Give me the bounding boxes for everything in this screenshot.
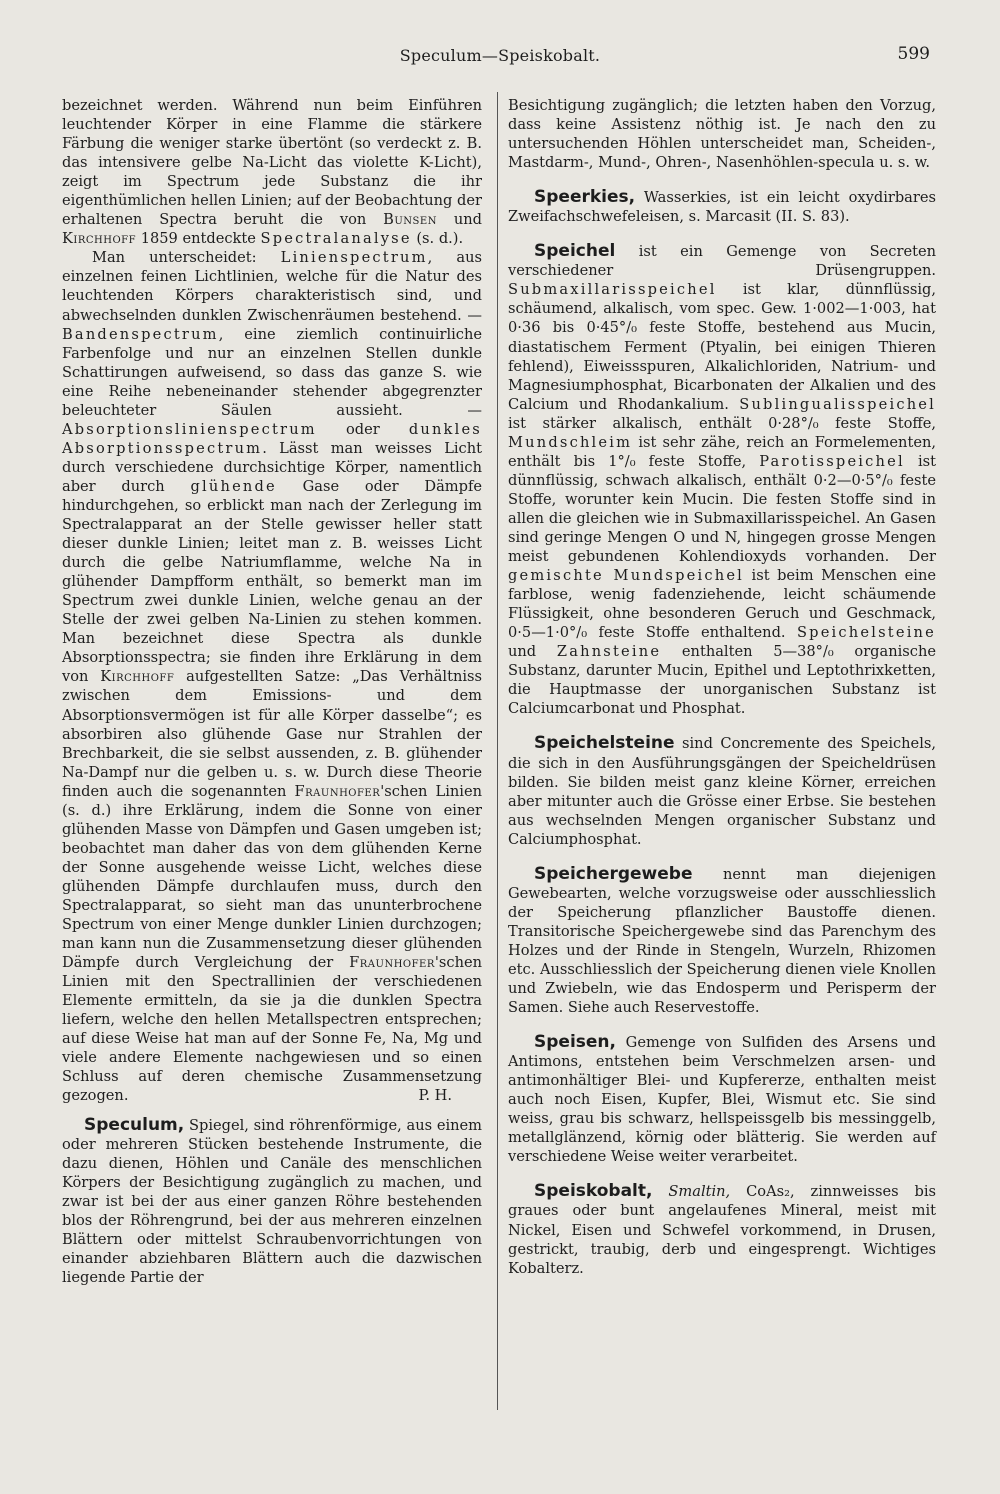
entry-speichel: Speichel ist ein Gemenge von Secreten verschiedener Drüsengruppen. Submaxillarisspeichel ist klar, dünnflüssig, schäumend, alkalisch, vom spec. Gew. 1·002—1·003, hat 0·36 bis 0·45°/₀ feste Stoffe, bestehend aus Mucin, diastatischem Ferment (Ptyalin, bei einigen Thieren fehlend), Eiweissspuren, Alkalichloriden, Natrium- und Magnesiumphosphat, Bicarbonaten der Alkalien und des Calcium und Rhodankalium. Sublingualisspeichel ist stärker alkalisch, enthält 0·28°/₀ feste Stoffe, Mundschleim ist sehr zähe, reich an Formelementen, enthält bis 1°/₀ feste Stoffe, Parotisspeichel ist dünnflüssig, schwach alkalisch, enthält 0·2—0·5°/₀ feste Stoffe, worunter kein Mucin. Die festen Stoffe sind in allen die gleichen wie in Submaxillarisspeichel. An Gasen sind geringe Mengen O und N, hingegen grosse Mengen meist gebundenen Kohlendioxyds vorhanden. Der gemischte Mundspeichel ist beim Menschen eine farblose, wenig fadenziehende, leicht schäumende Flüssigkeit, ohne besonderen Geruch und Geschmack, 0·5—1·0°/₀ feste Stoffe enthaltend. Speichelsteine und Zahnsteine enthalten 5—38°/₀ organische Substanz, darunter Mucin, Epithel und Leptothrixketten, die Hauptmasse der unorganischen Substanz ist Calciumcarbonat und Phosphat. xyxy=(508,241,936,718)
entry-speerkies: Speerkies, Wasserkies, ist ein leicht oxydirbares Zweifachschwefeleisen, s. Marcasit (II. S. 83). xyxy=(508,187,936,226)
running-title: Speculum—Speiskobalt. xyxy=(399,46,601,65)
column-rule xyxy=(497,92,498,1410)
headword-speichelsteine: Speichelsteine xyxy=(534,733,675,754)
headword-speculum: Speculum, xyxy=(84,1114,185,1135)
headword-speerkies: Speerkies, xyxy=(534,187,636,208)
author-signature: P. H. xyxy=(418,1087,452,1105)
headword-speichel: Speichel xyxy=(534,241,616,262)
speculum-continuation: Besichtigung zugänglich; die letzten haben den Vorzug, dass keine Assistenz nöthig ist. Je nach den zu untersuchenden Höhlen unterscheidet man, Scheiden-, Mastdarm-, Mund-, Ohren-, Nasenhöhlen-specula u. s. w. xyxy=(508,97,936,172)
headword-speichergewebe: Speichergewebe xyxy=(534,863,693,884)
right-column xyxy=(508,96,936,1278)
entry-speichelsteine: Speichelsteine sind Concremente des Speichels, die sich in den Ausführungsgängen der Speicheldrüsen bilden. Sie bilden meist ganz kleine Körner, erreichen aber mitunter auch die Grösse einer Erbse. Sie bestehen aus wechselnden Mengen organischer Substanz und Calciumphosphat. xyxy=(508,733,936,848)
entry-speichergewebe: Speichergewebe nennt man diejenigen Gewebearten, welche vorzugsweise oder ausschliesslich der Speicherung pflanzlicher Baustoffe dienen. Transitorische Speichergewebe sind das Parenchym des Holzes und der Rinde in Stengeln, Wurzeln, Rhizomen etc. Ausschliesslich der Speicherung dienen viele Knollen und Zwiebeln, wie das Endosperm und Perisperm der Samen. Siehe auch Reservestoffe. xyxy=(508,863,936,1017)
headword-speiskobalt: Speiskobalt, xyxy=(534,1181,653,1202)
entry-speculum: Speculum, Spiegel, sind röhrenförmige, aus einem oder mehreren Stücken bestehende Instrumente, die dazu dienen, Höhlen und Canäle des menschlichen Körpers der Besichtigung zugänglich zu machen, und zwar ist bei der aus einer ganzen Röhre bestehenden blos der Röhrengrund, bei der aus mehreren einzelnen Blättern oder mittelst Schraubenvorrichtungen von einander abziehbaren Blättern auch die dazwischen liegende Partie der xyxy=(62,1114,482,1286)
spectrum-paragraph-2: Man unterscheidet: Linienspectrum, aus einzelnen feinen Lichtlinien, welche für die Natur des leuchtenden Körpers charakteristisch sind, und abwechselnden dunklen Zwischenräumen bestehend. — Bandenspectrum, eine ziemlich continuirliche Farbenfolge und nur an einzelnen Stellen dunkle Schattirungen aufweisend, so dass das ganze S. wie eine Reihe nebeneinander stehender abgegrenzter beleuchteter Säulen aussieht. — Absorptionslinienspectrum oder dunkles Absorptionsspectrum. Lässt man weisses Licht durch verschiedene durchsichtige Körper, namentlich aber durch glühende Gase oder Dämpfe hindurchgehen, so erblickt man nach der Zerlegung im Spectralapparat an der Stelle gewisser heller statt dieser dunkle Linien; leitet man z. B. weisses Licht durch die gelbe Natriumflamme, welche Na in glühender Dampfform enthält, so bemerkt man im Spectrum zwei dunkle Linien, welche genau an der Stelle der zwei gelben Na-Linien zu stehen kommen. Man bezeichnet diese Spectra als dunkle Absorptionsspectra; sie finden ihre Erklärung in dem von Kirchhoff aufgestellten Satze: „Das Verhältniss zwischen dem Emissions- und dem Absorptionsvermögen ist für alle Körper dasselbe“; es absorbiren also glühende Gase nur Strahlen der Brechbarkeit, die sie selbst aussenden, z. B. glühender Na-Dampf nur die gelben u. s. w. Durch diese Theorie finden auch die sogenannten Fraunhofer'schen Linien (s. d.) ihre Erklärung, indem die Sonne von einer glühenden Masse von Dämpfen und Gasen umgeben ist; beobachtet man daher das von dem glühenden Kerne der Sonne ausgehende weisse Licht, welches diese glühenden Dämpfe durchlaufen muss, durch den Spectralapparat, so sieht man das ununterbrochene Spectrum von einer Menge dunkler Linien durchzogen; man kann nun die Zusammensetzung dieser glühenden Dämpfe durch Vergleichung der Fraunhofer'schen Linien mit den Spectrallinien der verschiedenen Elemente ermitteln, da sie ja die dunklen Spectra liefern, welche den hellen Metallspectren entsprechen; auf diese Weise hat man auf der Sonne Fe, Na, Mg und viele andere Elemente nachgewiesen und so einen Schluss auf deren chemische Zusammensetzung gezogen. xyxy=(62,249,482,1105)
page-number: 599 xyxy=(897,44,930,64)
entry-speisen: Speisen, Gemenge von Sulfiden des Arsens und Antimons, entstehen beim Verschmelzen arsen- und antimonhältiger Blei- und Kupfererze, enthalten meist auch noch Eisen, Kupfer, Blei, Wismut etc. Sie sind weiss, grau bis schwarz, hellspeissgelb bis messinggelb, metallglänzend, körnig oder blätterig. Sie werden auf verschiedene Weise weiter verarbeitet. xyxy=(508,1032,936,1166)
headword-speisen: Speisen, xyxy=(534,1032,616,1053)
left-column xyxy=(62,96,482,1287)
spectrum-paragraph-1: bezeichnet werden. Während nun beim Einführen leuchtender Körper in eine Flamme die stärkere Färbung die weniger starke übertönt (so verdeckt z. B. das intensivere gelbe Na-Licht das violette K-Licht), zeigt im Spectrum jede Substanz die ihr eigenthümlichen hellen Linien; auf der Beobachtung der erhaltenen Spectra beruht die von Bunsen und Kirchhoff 1859 entdeckte Spectralanalyse (s. d.). xyxy=(62,97,482,248)
running-header xyxy=(0,44,1000,70)
entry-speiskobalt: Speiskobalt, Smaltin, CoAs₂, zinnweisses bis graues oder bunt angelaufenes Mineral, meist mit Nickel, Eisen und Schwefel vorkommend, in Drusen, gestrickt, traubig, derb und eingesprengt. Wichtiges Kobalterz. xyxy=(508,1181,937,1277)
